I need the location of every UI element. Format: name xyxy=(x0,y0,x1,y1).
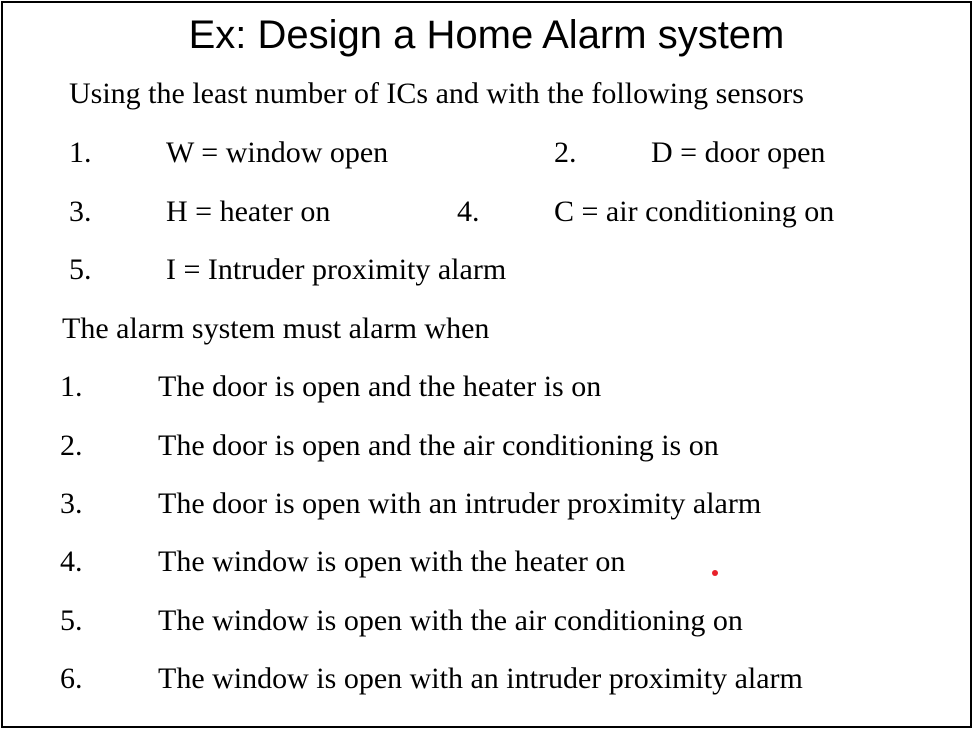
pointer-dot-icon xyxy=(712,570,718,576)
sensor-4-number: 4. xyxy=(457,195,480,228)
conditions-heading: The alarm system must alarm when xyxy=(62,312,490,345)
sensor-3-text: H = heater on xyxy=(166,195,331,228)
condition-3-number: 3. xyxy=(60,487,83,520)
condition-4-number: 4. xyxy=(60,545,83,578)
sensor-2-text: D = door open xyxy=(651,136,826,169)
condition-6-number: 6. xyxy=(60,662,83,695)
slide-title: Ex: Design a Home Alarm system xyxy=(188,13,785,57)
condition-3-text: The door is open with an intruder proximity alarm xyxy=(158,487,762,520)
condition-2-number: 2. xyxy=(60,429,83,462)
sensor-1-number: 1. xyxy=(69,136,92,169)
condition-4-text: The window is open with the heater on xyxy=(158,545,626,578)
sensor-5-number: 5. xyxy=(69,253,92,286)
condition-1-text: The door is open and the heater is on xyxy=(158,370,602,403)
sensor-1-text: W = window open xyxy=(166,136,389,169)
intro-text: Using the least number of ICs and with the following sensors xyxy=(69,77,804,110)
condition-5-text: The window is open with the air conditioning on xyxy=(158,604,743,637)
condition-1-number: 1. xyxy=(60,370,83,403)
condition-2-text: The door is open and the air conditioning is on xyxy=(158,429,719,462)
sensor-2-number: 2. xyxy=(554,136,577,169)
slide xyxy=(1,1,972,728)
sensor-4-text: C = air conditioning on xyxy=(554,195,835,228)
condition-6-text: The window is open with an intruder proximity alarm xyxy=(158,662,803,695)
sensor-3-number: 3. xyxy=(69,195,92,228)
sensor-5-text: I = Intruder proximity alarm xyxy=(166,253,507,286)
condition-5-number: 5. xyxy=(60,604,83,637)
